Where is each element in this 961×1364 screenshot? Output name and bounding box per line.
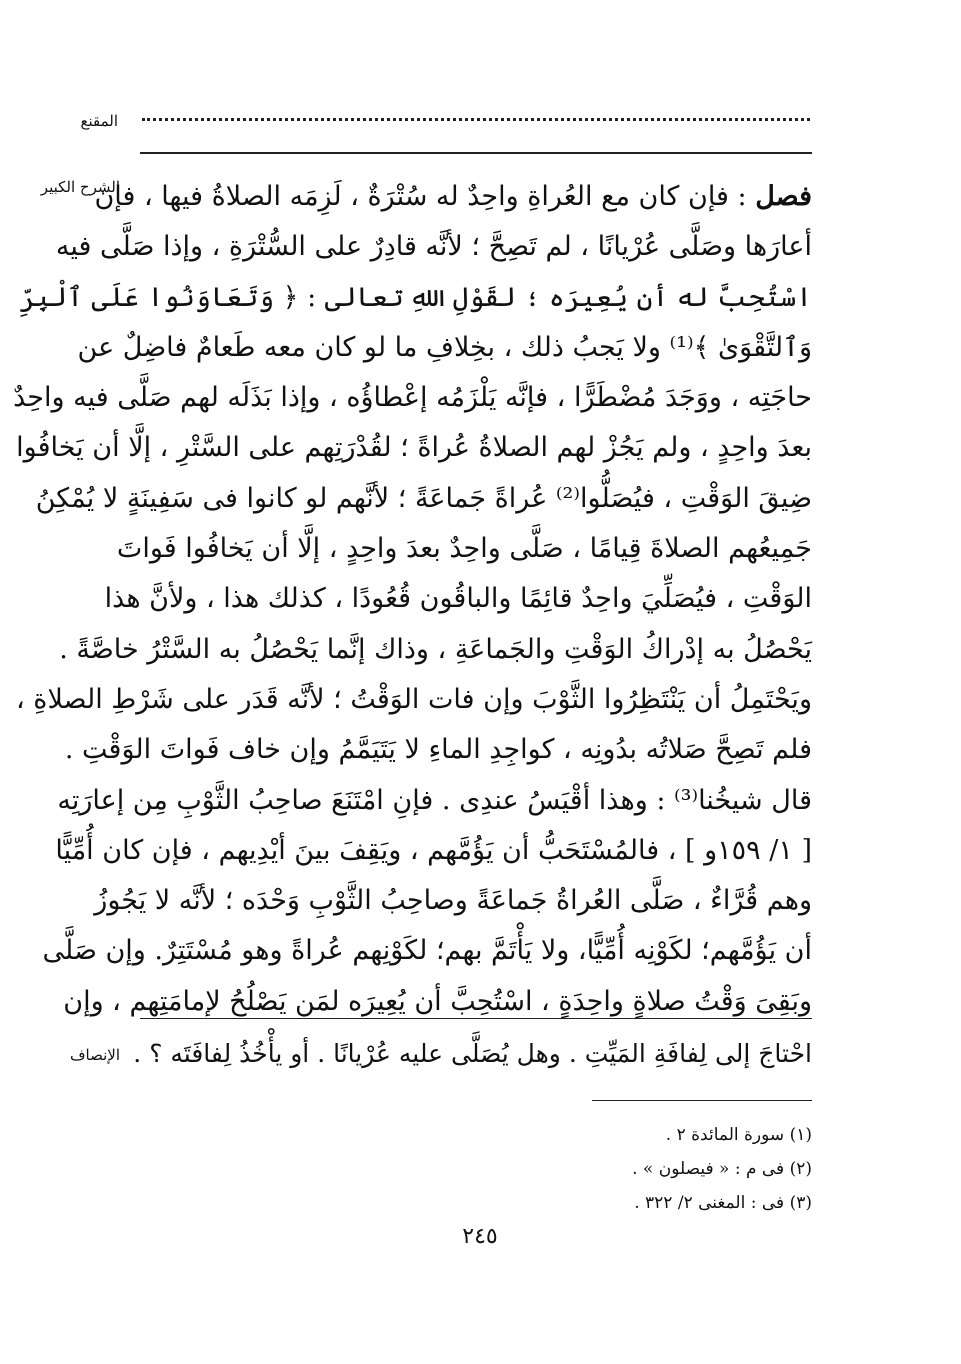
text-line: وهم قُرَّاءٌ ، صَلَّى العُراةُ جَماعَةً وصاحِبُ الثَّوْبِ وَحْدَه ؛ لأنَّه لا يَجُوزُ [94, 885, 812, 917]
text-line: قال شيخُنا⁽³⁾ : وهذا أقْيَسُ عندِى . فإنِ امْتَنَعَ صاحِبُ الثَّوْبِ مِن إعارَتِه [57, 784, 812, 816]
footnotes [500, 1118, 812, 1220]
running-head: المقنع [80, 112, 118, 130]
page-number: ٢٤٥ [462, 1224, 498, 1249]
text-line: فلم تَصِحَّ صَلاتُه بدُونِه ، كواجِدِ الماءِ لا يَتَيَمَّمُ وإن خاف فَواتَ الوَقْتِ . [64, 734, 812, 766]
header-rule [140, 152, 812, 154]
text-line: وبَقِىَ وَقْتُ صلاةٍ واحِدَةٍ ، اسْتُحِبَّ أن يُعِيرَه لمَن يَصْلُحُ لإمامَتِهم ، وإن [63, 985, 812, 1017]
text-line: اسْتُحِبَّ له أن يُعِيرَه ؛ لقَوْلِ اللهِ تعالى : ﴿ وَتَعَاوَنُوا عَلَى ٱلْبِرِّ [19, 281, 812, 313]
footnote-rule [592, 1100, 812, 1101]
text-line: حاجَتِه ، ووَجَدَ مُضْطَرًّا ، فإنَّه يَلْزَمُه إعْطاؤُه ، وإذا بَذَلَه لهم صَلَّى فيه واحِدٌ [13, 382, 812, 414]
text-line: جَمِيعُهم الصلاةَ قِيامًا ، صَلَّى واحِدٌ بعدَ واحِدٍ ، إلَّا أن يَخافُوا فَواتَ [116, 533, 812, 565]
text-line: أن يَؤُمَّهم؛ لكَوْنِه أُمِّيًّا، ولا يَأْتَمَّ بهم؛ لكَوْنِهم عُراةً وهو مُسْتَتِرٌ. وإن صَلَّى [42, 935, 812, 967]
footnote: (١) سورة المائدة ٢ . [665, 1125, 812, 1145]
footnote: (٣) فى : المغنى ٢/ ٣٢٢ . [634, 1193, 812, 1213]
text-line: فصل : فإن كان مع العُراةِ واحِدٌ له سُتْرَةٌ ، لَزِمَه الصلاةُ فيها ، فإن [94, 181, 812, 212]
margin-label-sharh: الشرح الكبير [40, 178, 120, 196]
text-line: بعدَ واحِدٍ ، ولم يَجُزْ لهم الصلاةُ عُراةً ؛ لقُدْرَتِهم على السَّتْرِ ، إلَّا أن يَخافُوا [16, 432, 812, 464]
header-dotted-rule [142, 118, 810, 121]
text-line: يَحْصُلُ به إدْراكُ الوَقْتِ والجَماعَةِ ، وذاك إنَّما يَحْصُلُ به السَّتْرُ خاصَّةً . [59, 633, 812, 665]
footnote: (٢) فى م : « فيصلون » . [632, 1159, 812, 1179]
text-line: [ ١/ ١٥٩و ] ، فالمُسْتَحَبُّ أن يَؤُمَّهم ، ويَقِفَ بينَ أيْدِيهم ، فإن كان أُمِّيًّا [55, 834, 812, 866]
text-line: أعارَها وصَلَّى عُرْيانًا ، لم تَصِحَّ ؛ لأنَّه قادِرٌ على السُّتْرَةِ ، وإذا صَلَّى فيه [55, 231, 812, 263]
section-heading: فصل [755, 181, 812, 212]
text-line: وَٱلتَّقْوَىٰ ﴾⁽¹⁾ ولا يَجبُ ذلك ، بخِلافِ ما لو كان معه طَعامٌ فاضِلٌ عن [77, 331, 812, 363]
text-line: ويَحْتَمِلُ أن يَنْتَظِرُوا الثَّوْبَ وإن فات الوَقْتُ ؛ لأنَّه قَدَر على شَرْطِ الصلاةِ ، [16, 683, 812, 715]
section-divider [140, 1018, 812, 1019]
text-line: ضِيقَ الوَقْتِ ، فيُصَلُّوا⁽²⁾ عُراةً جَماعَةً ؛ لأنَّهم لو كانوا فى سَفِينَةٍ لا يُمْكِنُ [35, 482, 812, 514]
insaf-text: احْتاجَ إلى لِفافَةِ المَيِّتِ . وهل يُصَلَّى عليه عُرْيانًا . أو يأْخُذُ لِفافَتَه ؟ . [133, 1039, 812, 1068]
margin-label-insaf: الإنصاف [69, 1046, 120, 1064]
text-line: الوَقْتِ ، فيُصَلِّيَ واحِدٌ قائِمًا والباقُون قُعُودًا ، كذلك هذا ، ولأنَّ هذا [104, 583, 812, 615]
